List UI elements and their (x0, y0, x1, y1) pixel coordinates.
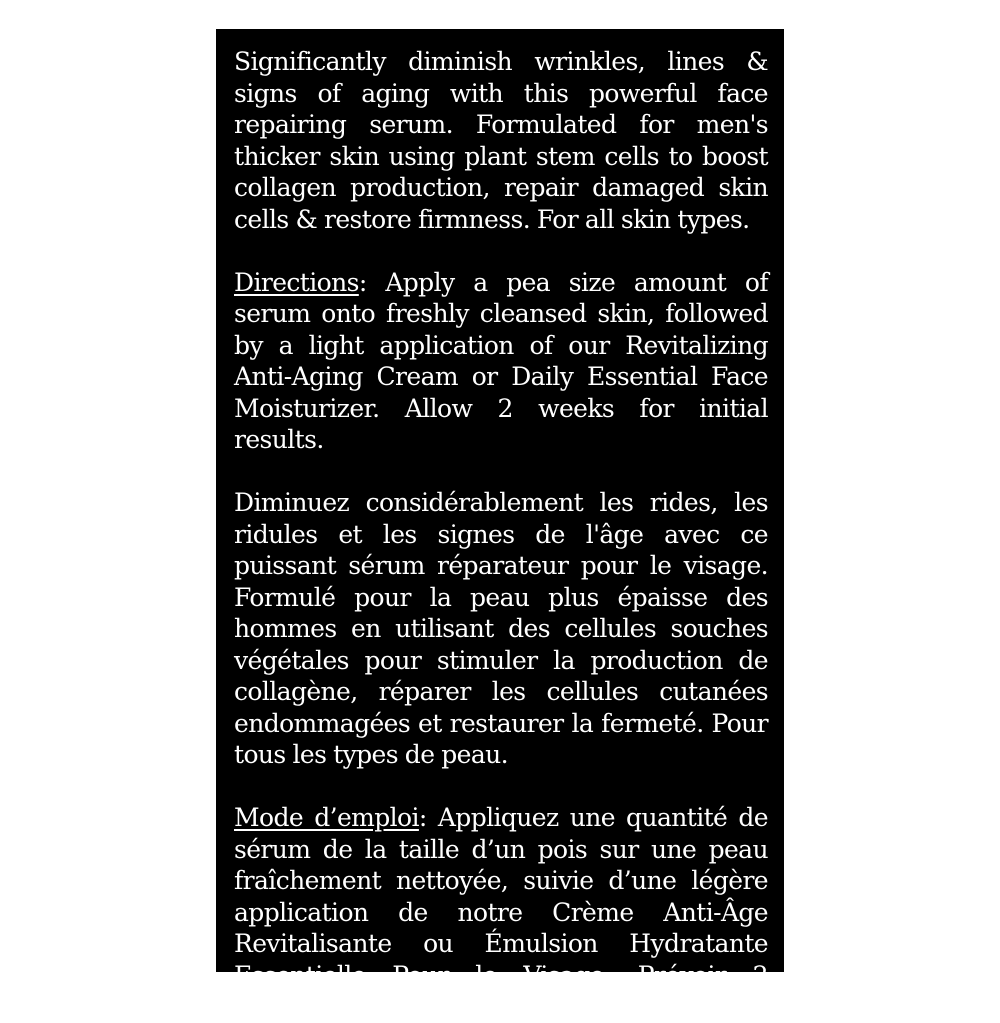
english-directions (234, 267, 768, 456)
english-directions-text: : Apply a pea size amount of serum onto freshly cleansed skin, followed by a light application of our Revitalizing Anti-Aging Cream or Daily Essential Face Moisturizer. Allow 2 weeks for initial results. (234, 267, 768, 454)
product-label-panel (216, 29, 784, 1021)
french-description: Diminuez considérablement les rides, les ridules et les signes de l'âge avec ce puissant sérum réparateur pour le visage. Formulé pour la peau plus épaisse des hommes en utilisant des cellules souches végétales pour stimuler la production de collagène, réparer les cellules cutanées endommagées et restaurer la fermeté. Pour tous les types de peau. (234, 488, 768, 769)
english-directions-heading: Directions (234, 267, 359, 297)
english-description: Significantly diminish wrinkles, lines & signs of aging with this powerful face repairing serum. Formulated for men's thicker skin using plant stem cells to boost collagen production, repair damaged skin cells & restore firmness. For all skin types. (234, 47, 768, 234)
french-directions (234, 802, 768, 1023)
french-directions-text: : Appliquez une quantité de sérum de la taille d’un pois sur une peau fraîchement nettoyée, suivie d’une légère application de notre Crème Anti-Âge Revitalisante ou Émulsion Hydratante Essentielle Pour le Visage. Prévoir 2 semaines pour les résultats initiaux. (234, 803, 768, 1021)
french-directions-heading: Mode d’emploi (234, 803, 419, 832)
